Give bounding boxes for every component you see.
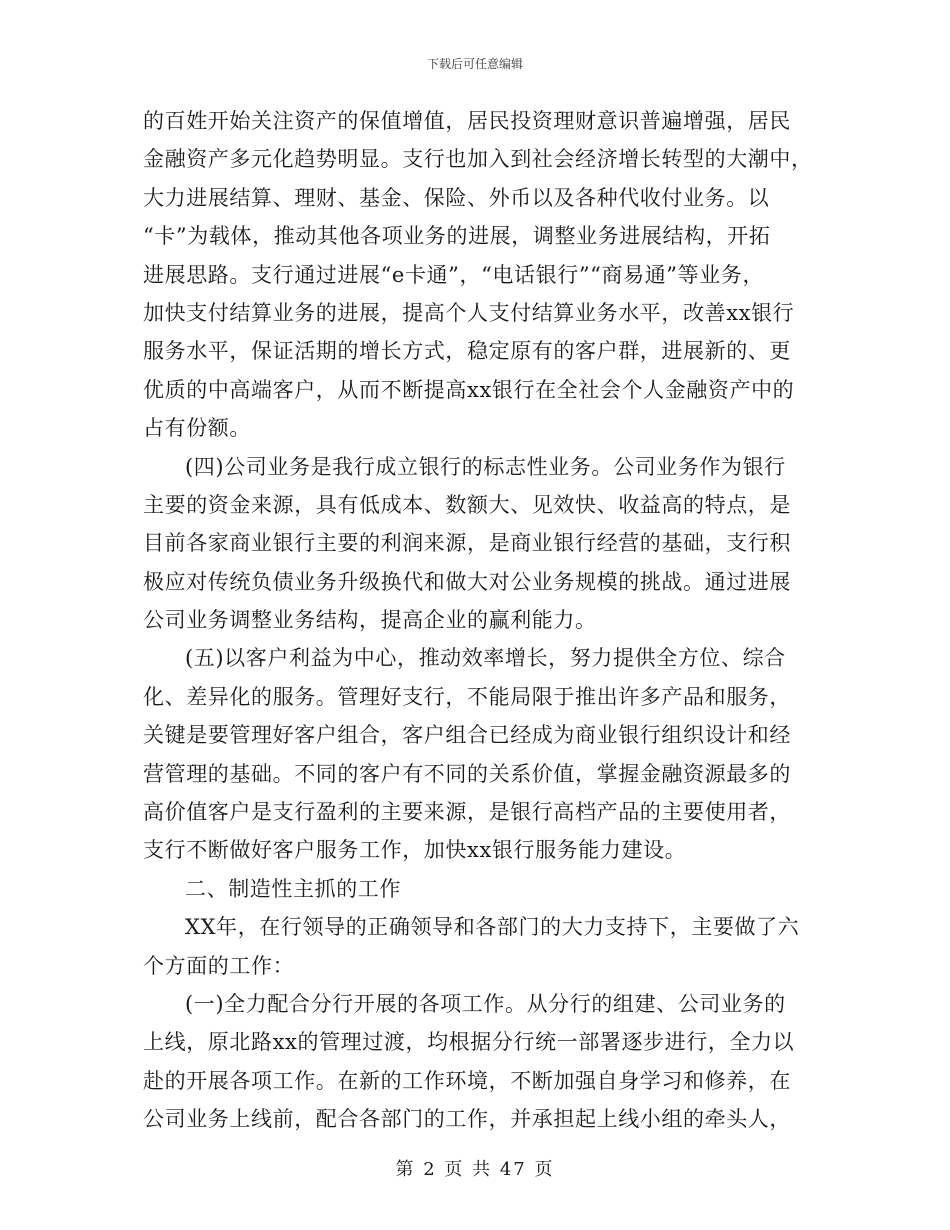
- text-line: 目前各家商业银行主要的利润来源，是商业银行经营的基础，支行积: [143, 531, 791, 556]
- text-line: 服务水平，保证活期的增长方式，稳定原有的客户群，进展新的、更: [143, 339, 791, 364]
- text-line: 支行不断做好客户服务工作，加快xx银行服务能力建设。: [143, 838, 687, 863]
- text-line: 占有份额。: [143, 416, 251, 441]
- text-line: 高价值客户是支行盈利的主要来源，是银行高档产品的主要使用者，: [143, 800, 791, 825]
- text-line: 加快支付结算业务的进展，提高个人支付结算业务水平，改善xx银行: [143, 300, 795, 325]
- paragraph-start-line: (四)公司业务是我行成立银行的标志性业务。公司业务作为银行: [185, 454, 786, 479]
- text-line: 大力进展结算、理财、基金、保险、外币以及各种代收付业务。以: [143, 185, 770, 210]
- text-line: “卡”为载体，推动其他各项业务的进展，调整业务进展结构，开拓: [143, 224, 771, 249]
- header-note: 下载后可任意编辑: [426, 57, 523, 71]
- text-line: 的百姓开始关注资产的保值增值，居民投资理财意识普遍增强，居民: [143, 109, 791, 133]
- text-line: 公司业务调整业务结构，提高企业的赢利能力。: [143, 608, 597, 633]
- text-line: 公司业务上线前，配合各部门的工作，并承担起上线小组的牵头人，: [143, 1107, 791, 1132]
- paragraph-start-line: (一)全力配合分行开展的各项工作。从分行的组建、公司业务的: [185, 991, 786, 1016]
- section-heading: 二、制造性主抓的工作: [185, 876, 401, 901]
- text-line: 化、差异化的服务。管理好支行，不能局限于推出许多产品和服务，: [143, 684, 791, 709]
- text-line: 进展思路。支行通过进展“e卡通”，“电话银行”“商易通”等业务，: [143, 262, 765, 287]
- text-line: 赴的开展各项工作。在新的工作环境，不断加强自身学习和修养，在: [143, 1068, 791, 1093]
- paragraph-start-line: (五)以客户利益为中心，推动效率增长，努力提供全方位、综合: [185, 646, 786, 671]
- text-line: 个方面的工作：: [143, 953, 295, 978]
- text-line: 主要的资金来源，具有低成本、数额大、见效快、收益高的特点，是: [143, 492, 791, 517]
- text-line: 极应对传统负债业务升级换代和做大对公业务规模的挑战。通过进展: [143, 569, 791, 594]
- text-line: 优质的中高端客户，从而不断提高xx银行在全社会个人金融资产中的: [143, 377, 795, 402]
- text-line: 营管理的基础。不同的客户有不同的关系价值，掌握金融资源最多的: [143, 761, 791, 786]
- body-text: [143, 102, 823, 1139]
- page-number-footer: 第 2 页 共 47 页: [395, 1159, 555, 1180]
- text-line: 上线，原北路xx的管理过渡，均根据分行统一部署逐步进行，全力以: [143, 1030, 795, 1055]
- text-line: 关键是要管理好客户组合，客户组合已经成为商业银行组织设计和经: [143, 723, 791, 748]
- text-line: 金融资产多元化趋势明显。支行也加入到社会经济增长转型的大潮中，: [143, 147, 813, 172]
- paragraph-start-line: XX年，在行领导的正确领导和各部门的大力支持下，主要做了六: [185, 915, 800, 940]
